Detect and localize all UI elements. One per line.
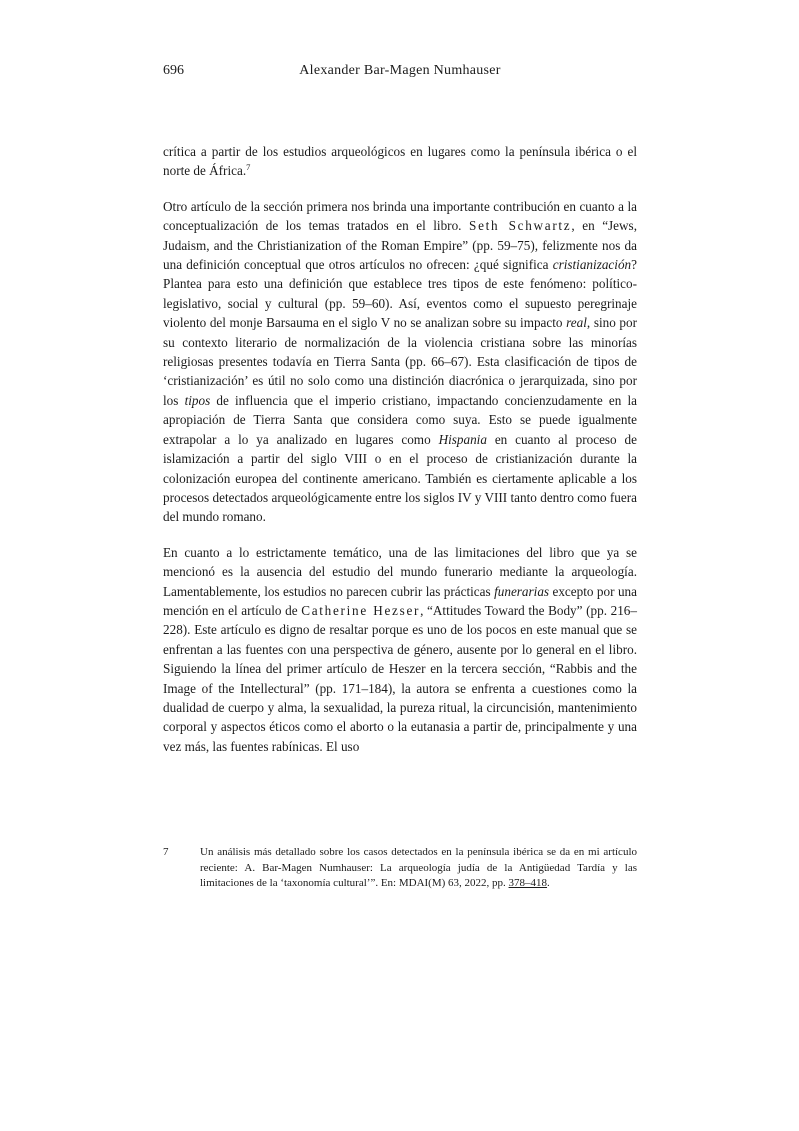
footnote-text [200, 845, 637, 892]
paragraph-schwartz-review [163, 197, 637, 527]
text-segment: Otro artículo de la sección primera nos brinda una importante contribución en cuanto a la conceptualización de los temas tratados en el libro. [163, 198, 637, 234]
paragraph-continuation [163, 142, 637, 181]
text-segment: funerarias [494, 583, 550, 599]
text-segment: , sino por su contexto literario de normalización de la violencia cristiana sobre las minorías religiosas presentes todavía en Tierra Santa (pp. 66–67). Esta clasificación de tipos de ‘cristianización’ es útil no solo como una distinción diacrónica o jerarquizada, sino por los [163, 315, 637, 408]
text-segment: crítica a partir de los estudios arqueológicos en lugares como la península ibérica o el norte de África. [163, 144, 637, 179]
text-segment: En cuanto a lo estrictamente temático, una de las limitaciones del libro que ya se mencionó es la ausencia del estudio del mundo funerario mediante la arqueología. Lamentablemente, los estudios no parecen cubrir las prácticas [163, 544, 637, 599]
linked-page-range[interactable]: 378–418 [508, 877, 548, 889]
text-segment: real [566, 315, 587, 331]
text-segment: Un análisis más detallado sobre los casos detectados en la península ibérica se da en mi artículo reciente: A. Bar-Magen Numhauser: La arqueología judía de la Antigüedad Tardía y las limitaciones de la ‘taxonomía cultural’”. En: MDAI(M) 63, 2022, pp. [200, 846, 637, 889]
text-segment: cristianización [552, 257, 632, 273]
running-header-author: Alexander Bar-Magen Numhauser [299, 63, 501, 78]
paragraph-thematic-limitations [163, 543, 637, 756]
footnote [163, 845, 637, 892]
text-segment: . [547, 877, 550, 889]
text-segment: , en “Jews, Judaism, and the Christianization of the Roman Empire” (pp. 59–75), felizmente nos da una definición conceptual que otros artículos no ofrecen: ¿qué significa [163, 218, 637, 273]
text-segment: de influencia que el imperio cristiano, impactando concienzudamente en la apropiación de Tierra Santa que considera como suya. Esto se puede igualmente extrapolar a lo ya analizado en lugares como [163, 392, 637, 447]
page-header [163, 62, 637, 80]
page-number: 696 [163, 63, 184, 78]
footnote-number: 7 [163, 846, 169, 858]
text-segment: Catherine Hezser [301, 602, 421, 618]
text-segment: excepto por una mención en el artículo de [163, 583, 637, 618]
text-segment: tipos [184, 392, 211, 408]
text-segment: Seth Schwartz [469, 218, 572, 234]
main-text-block [163, 142, 637, 756]
text-segment: ? Plantea para esto una definición que establece tres tipos de este fenómeno: político-legislativo, social y cultural (pp. 59–60). Así, eventos como el supuesto peregrinaje violento del monje Barsauma en el siglo V no se analizan sobre su impacto [163, 257, 637, 331]
footnote-reference: 7 [246, 162, 251, 173]
text-segment: en cuanto al proceso de islamización a partir del siglo VIII o en el proceso de cristianización durante la colonización europea del continente americano. También es ciertamente aplicable a los procesos detectados arqueológicamente entre los siglos IV y VIII tanto dentro como fuera del mundo romano. [163, 431, 637, 525]
text-segment: Hispania [438, 431, 487, 447]
text-segment: , “Attitudes Toward the Body” (pp. 216–228). Este artículo es digno de resaltar porque es uno de los pocos en este manual que se enfrentan a las fuentes con una perspectiva de género, ausente por lo general en el libro. Siguiendo la línea del primer artículo de Heszer en la tercera sección, “Rabbis and the Image of the Intellectural” (pp. 171–184), la autora se enfrenta a cuestiones como la dualidad de cuerpo y alma, la sexualidad, la pureza ritual, la circuncisión, mantenimiento corporal y aspectos éticos como el aborto o la eutanasia a partir de, principalmente y una vez más, las fuentes rabínicas. El uso [163, 602, 637, 754]
